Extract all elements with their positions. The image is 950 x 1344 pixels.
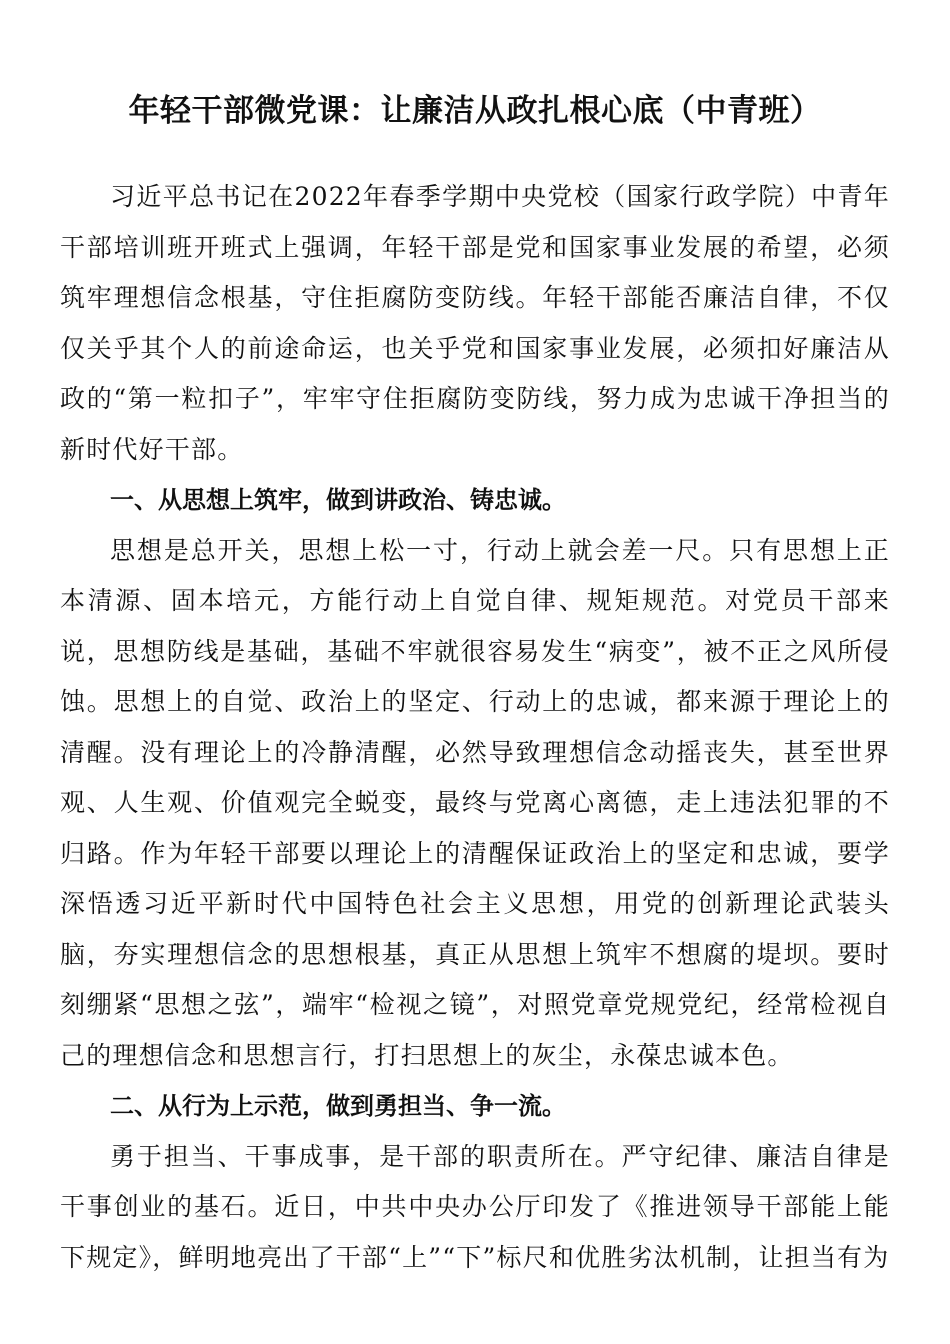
- document-title: 年轻干部微党课：让廉洁从政扎根心底（中青班）: [128, 93, 822, 129]
- paragraph-intro: 习近平总书记在2022年春季学期中央党校（国家行政学院）中青年干部培训班开班式上强调，年轻干部是党和国家事业发展的希望，必须筑牢理想信念根基，守住拒腐防变防线。年轻干部能否廉洁自律，不仅仅关乎其个人的前途命运，也关乎党和国家事业发展，必须扣好廉洁从政的“第一粒扣子”，牢牢守住拒腐防变防线，努力成为忠诚干净担当的新时代好干部。: [60, 182, 890, 464]
- document-body: [60, 172, 890, 1283]
- section-heading-2: 二、从行为上示范，做到勇担当、争一流。: [110, 1092, 566, 1120]
- document-page: [60, 0, 890, 1283]
- paragraph-section-2: 勇于担当、干事成事，是干部的职责所在。严守纪律、廉洁自律是干事创业的基石。近日，中共中央办公厅印发了《推进领导干部能上能下规定》，鲜明地亮出了干部“上”“下”标尺和优胜劣汰机制，让担当有为: [60, 1141, 890, 1272]
- paragraph-section-1: 思想是总开关，思想上松一寸，行动上就会差一尺。只有思想上正本清源、固本培元，方能行动上自觉自律、规矩规范。对党员干部来说，思想防线是基础，基础不牢就很容易发生“病变”，被不正之风所侵蚀。思想上的自觉、政治上的坚定、行动上的忠诚，都来源于理论上的清醒。没有理论上的冷静清醒，必然导致理想信念动摇丧失，甚至世界观、人生观、价值观完全蜕变，最终与党离心离德，走上违法犯罪的不归路。作为年轻干部要以理论上的清醒保证政治上的坚定和忠诚，要学深悟透习近平新时代中国特色社会主义思想，用党的创新理论武装头脑，夯实理想信念的思想根基，真正从思想上筑牢不想腐的堤坝。要时刻绷紧“思想之弦”，端牢“检视之镜”，对照党章党规党纪，经常检视自己的理想信念和思想言行，打扫思想上的灰尘，永葆忠诚本色。: [60, 535, 890, 1070]
- section-heading-1: 一、从思想上筑牢，做到讲政治、铸忠诚。: [110, 486, 566, 514]
